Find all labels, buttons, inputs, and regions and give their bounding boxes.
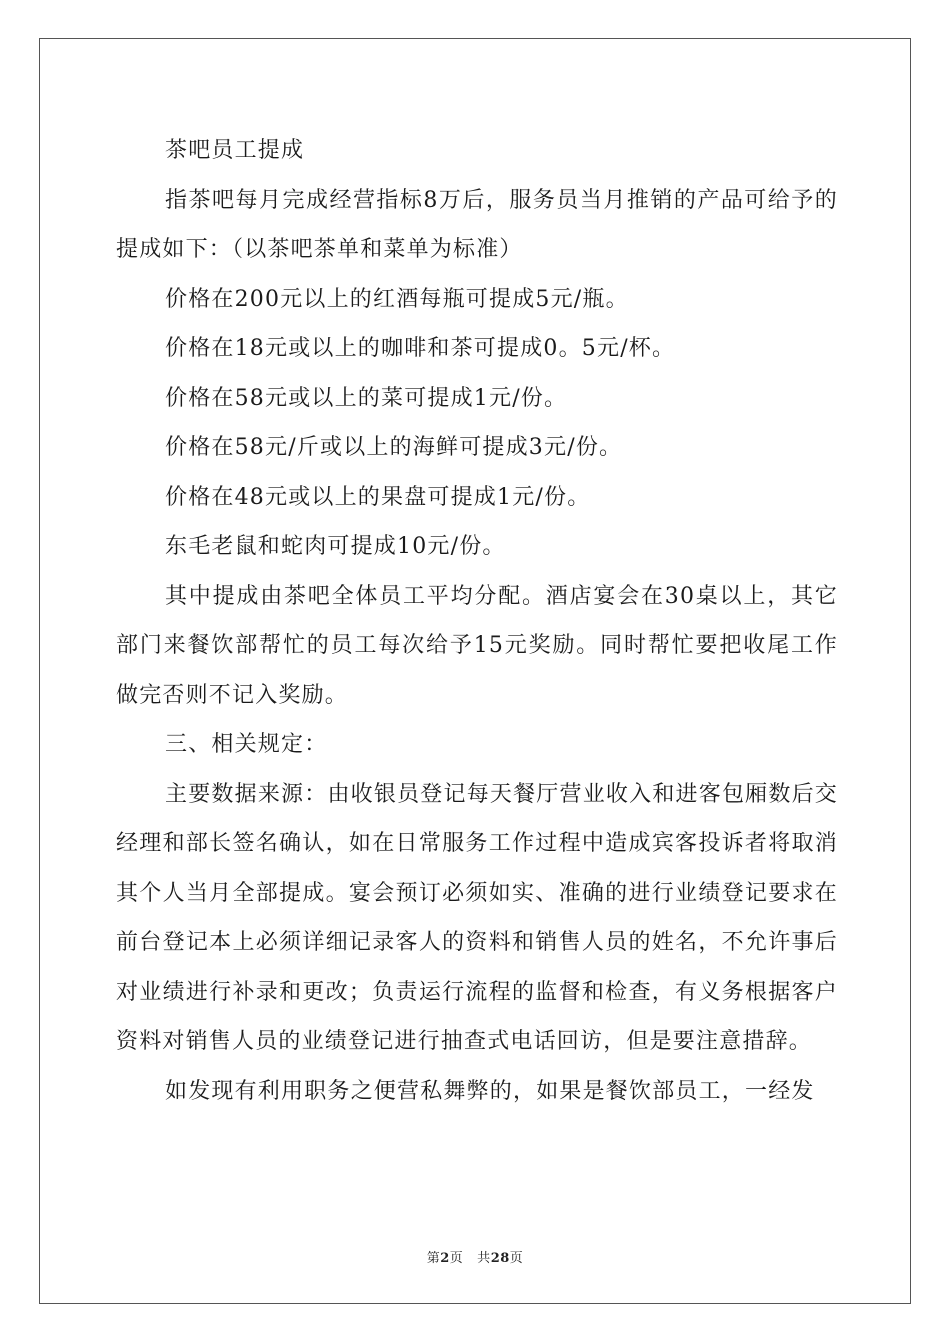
paragraph: 价格在200元以上的红酒每瓶可提成5元/瓶。 <box>165 286 629 312</box>
footer-total-prefix: 共 <box>477 1251 491 1266</box>
paragraph: 价格在58元或以上的菜可提成1元/份。 <box>165 385 568 411</box>
paragraph: 价格在18元或以上的咖啡和茶可提成0。5元/杯。 <box>165 336 676 361</box>
paragraph: 价格在58元/斤或以上的海鲜可提成3元/份。 <box>165 435 623 460</box>
document-body <box>116 126 838 1116</box>
footer-page-suffix: 页 <box>449 1251 464 1266</box>
paragraph: 其中提成由茶吧全体员工平均分配。酒店宴会在30桌以上，其它部门来餐饮部帮忙的员工每次给予15元奖励。同时帮忙要把收尾工作做完否则不记入奖励。 <box>116 583 838 708</box>
page-footer <box>0 1247 950 1266</box>
total-page-count: 28 <box>490 1251 510 1266</box>
paragraph: 如发现有利用职务之便营私舞弊的，如果是餐饮部员工，一经发 <box>165 1078 815 1104</box>
paragraph: 主要数据来源：由收银员登记每天餐厅营业收入和进客包厢数后交经理和部长签名确认，如在日常服务工作过程中造成宾客投诉者将取消其个人当月全部提成。宴会预订必须如实、准确的进行业绩登记要求在前台登记本上必须详细记录客人的资料和销售人员的姓名，不允许事后对业绩进行补录和更改；负责运行流程的监督和检查，有义务根据客户资料对销售人员的业绩登记进行抽查式电话回访，但是要注意措辞。 <box>116 781 838 1054</box>
paragraph: 指茶吧每月完成经营指标8万后，服务员当月推销的产品可给予的提成如下：（以茶吧茶单和菜单为标准） <box>116 187 838 262</box>
section-heading: 三、相关规定： <box>165 732 328 757</box>
paragraph: 价格在48元或以上的果盘可提成1元/份。 <box>165 484 591 510</box>
section-heading: 茶吧员工提成 <box>165 138 305 163</box>
paragraph: 东毛老鼠和蛇肉可提成10元/份。 <box>165 534 506 559</box>
footer-total-suffix: 页 <box>509 1251 524 1266</box>
footer-prefix: 第 <box>426 1251 441 1266</box>
current-page-number: 2 <box>440 1251 450 1266</box>
